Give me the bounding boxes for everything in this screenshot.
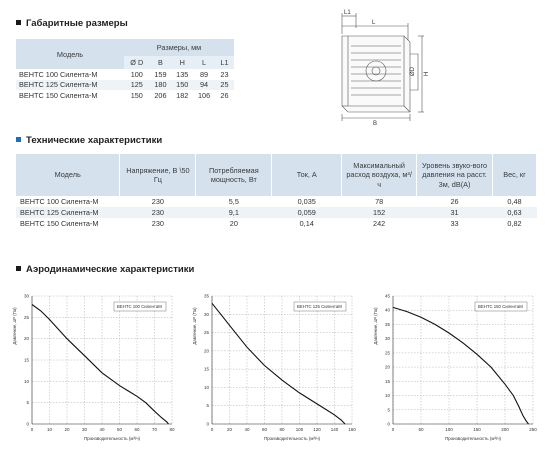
dim-value: 23 [220, 69, 229, 79]
x-axis-label: Производительность (м³/ч) [263, 436, 321, 441]
spec-header-power: Потребляемая мощность, Вт [196, 154, 272, 196]
specs-title-text: Технические характеристики [26, 135, 163, 146]
dim-header-model: Модель [16, 39, 124, 69]
y-axis-label: Давление, ΔP (Па) [373, 307, 378, 345]
y-tick-label: 30 [203, 311, 209, 317]
x-tick-label: 40 [99, 427, 105, 432]
spec-cell: ВЕНТС 100 Силента-М [20, 197, 99, 206]
x-tick-label: 10 [46, 427, 53, 432]
spec-cell: 0,82 [507, 219, 522, 228]
y-tick-label: 10 [203, 384, 209, 390]
x-tick-label: 0 [30, 427, 34, 432]
spec-cell: 78 [375, 197, 384, 206]
y-tick-label: 0 [26, 421, 29, 427]
spec-cell: 0,63 [493, 207, 537, 218]
table-row [16, 196, 537, 207]
spec-header-weight: Вес, кг [493, 154, 537, 196]
spec-header-noise: Уровень звуко-вого давления на расст. 3м, dB(A) [417, 154, 493, 196]
dim-col-l1: L1 [215, 56, 234, 69]
y-tick-label: 30 [23, 293, 29, 299]
x-tick-label: 60 [134, 427, 140, 432]
table-row [16, 218, 537, 229]
spec-cell: 9,1 [196, 207, 272, 218]
legend-label: ВЕНТС 150 СилентаМ [478, 304, 523, 309]
chart-150-svg [373, 288, 543, 446]
dim-col-h: H [171, 56, 193, 69]
dim-value: 180 [150, 80, 172, 91]
spec-cell: 26 [450, 197, 459, 206]
legend [294, 302, 346, 311]
table-row [16, 69, 234, 80]
x-tick-label: 200 [501, 427, 509, 432]
y-tick-label: 5 [206, 403, 209, 409]
aero-title-text: Аэродинамические характеристики [26, 264, 195, 275]
dim-value: 159 [154, 69, 167, 79]
x-tick-label: 100 [295, 427, 304, 432]
y-tick-label: 25 [23, 314, 29, 320]
y-tick-label: 45 [384, 293, 390, 299]
drawing-label-b: B [373, 121, 378, 127]
dim-value: 25 [215, 80, 234, 91]
spec-cell: 152 [342, 207, 417, 218]
spec-cell: 242 [373, 219, 386, 228]
x-tick-label: 140 [330, 427, 339, 432]
spec-header-model: Модель [16, 154, 120, 196]
dim-value: 206 [154, 90, 167, 100]
spec-header-current: Ток, А [272, 154, 342, 196]
y-tick-label: 15 [203, 366, 209, 372]
dim-value: 106 [197, 90, 211, 100]
x-tick-label: 20 [226, 427, 233, 432]
x-axis-label: Производительность (м³/ч) [444, 436, 502, 441]
spec-cell: 0,14 [299, 219, 314, 228]
dim-model: ВЕНТС 100 Силента-М [19, 69, 98, 79]
x-tick-label: 120 [313, 427, 321, 432]
fan-drawing [318, 6, 428, 126]
legend [114, 302, 166, 311]
spec-cell: 20 [229, 219, 238, 228]
x-tick-label: 160 [348, 427, 356, 432]
spec-cell: 230 [151, 219, 164, 228]
spec-cell: 33 [450, 219, 459, 228]
spec-cell: 0,059 [272, 207, 342, 218]
y-tick-label: 40 [384, 307, 390, 313]
dim-value: 26 [220, 90, 229, 100]
y-tick-label: 15 [23, 357, 29, 363]
dim-col-d: Ø D [124, 56, 150, 69]
y-tick-label: 5 [387, 407, 390, 413]
dim-value: 150 [171, 80, 193, 91]
dim-value: 100 [130, 69, 143, 79]
chart-100-svg [12, 288, 182, 446]
spec-header-airflow: Максимальный расход воздуха, м³/ч [342, 154, 417, 196]
section-title-specs [16, 135, 162, 146]
drawing-label-d: ØD [410, 67, 416, 76]
dim-header-group: Размеры, мм [124, 39, 234, 56]
y-tick-label: 20 [384, 364, 390, 370]
bullet-icon [16, 266, 21, 271]
y-tick-label: 10 [384, 393, 390, 399]
x-tick-label: 0 [391, 427, 395, 432]
dim-col-l: L [193, 56, 215, 69]
series-line [393, 307, 529, 424]
y-tick-label: 10 [23, 378, 29, 384]
chart-100 [12, 288, 182, 446]
drawing-label-l1: L1 [344, 10, 351, 16]
spec-cell: ВЕНТС 150 Силента-М [20, 219, 99, 228]
dim-value: 135 [176, 69, 189, 79]
spec-cell: 230 [120, 207, 196, 218]
series-line [32, 305, 169, 425]
y-axis-label: Давление, ΔP (Па) [192, 307, 197, 345]
spec-cell: 0,48 [507, 197, 522, 206]
dim-value: 182 [176, 90, 189, 100]
x-axis-label: Производительность (м³/ч) [83, 436, 141, 441]
legend-label: ВЕНТС 100 СилентаМ [117, 304, 162, 309]
dim-col-b: B [150, 56, 172, 69]
dim-model: ВЕНТС 125 Силента-М [16, 80, 124, 91]
y-axis-label: Давление, ΔP (Па) [12, 307, 17, 345]
x-tick-label: 250 [529, 427, 537, 432]
table-row [16, 80, 234, 91]
x-tick-label: 30 [81, 427, 88, 432]
legend-label: ВЕНТС 125 СилентаМ [297, 304, 342, 309]
spec-cell: 230 [151, 197, 164, 206]
y-tick-label: 25 [384, 350, 390, 356]
spec-cell: 31 [417, 207, 493, 218]
y-tick-label: 25 [203, 330, 209, 336]
x-tick-label: 20 [64, 427, 70, 432]
chart-125 [192, 288, 362, 446]
x-tick-label: 50 [418, 427, 424, 432]
section-title-dimensions [16, 18, 128, 29]
x-tick-label: 40 [244, 427, 250, 432]
x-tick-label: 70 [151, 427, 158, 432]
x-tick-label: 150 [473, 427, 481, 432]
drawing-label-l: L [372, 20, 376, 26]
dim-value: 89 [199, 69, 209, 79]
dimensions-table [16, 39, 234, 101]
spec-header-voltage: Напряжение, В \50 Гц [120, 154, 196, 196]
spec-cell: 0,035 [297, 197, 316, 206]
drawing-label-h: H [424, 71, 430, 76]
y-tick-label: 0 [387, 421, 390, 427]
dimensions-title-text: Габаритные размеры [26, 18, 128, 29]
dim-value: 94 [193, 80, 215, 91]
section-title-aero [16, 264, 194, 275]
y-tick-label: 20 [203, 348, 209, 354]
chart-125-svg [192, 288, 362, 446]
y-tick-label: 30 [384, 336, 390, 342]
x-tick-label: 80 [279, 427, 285, 432]
x-tick-label: 60 [261, 427, 268, 432]
x-tick-label: 100 [445, 427, 453, 432]
table-row [16, 90, 234, 101]
x-tick-label: 0 [210, 427, 214, 432]
spec-cell: 5,5 [228, 197, 239, 206]
y-tick-label: 20 [23, 336, 29, 342]
specs-table [16, 154, 537, 229]
x-tick-label: 80 [169, 427, 175, 432]
legend [475, 302, 527, 311]
bullet-icon [16, 137, 21, 142]
dim-model: ВЕНТС 150 Силента-М [19, 90, 98, 100]
y-tick-label: 0 [206, 421, 209, 427]
dim-value: 125 [124, 80, 150, 91]
y-tick-label: 15 [384, 378, 390, 384]
y-tick-label: 35 [203, 293, 209, 299]
bullet-icon [16, 20, 21, 25]
y-tick-label: 35 [384, 321, 390, 327]
x-tick-label: 50 [116, 427, 123, 432]
y-tick-label: 5 [26, 400, 29, 406]
dim-value: 150 [130, 90, 143, 100]
spec-cell: ВЕНТС 125 Силента-М [16, 207, 120, 218]
table-row [16, 207, 537, 218]
chart-150 [373, 288, 543, 446]
